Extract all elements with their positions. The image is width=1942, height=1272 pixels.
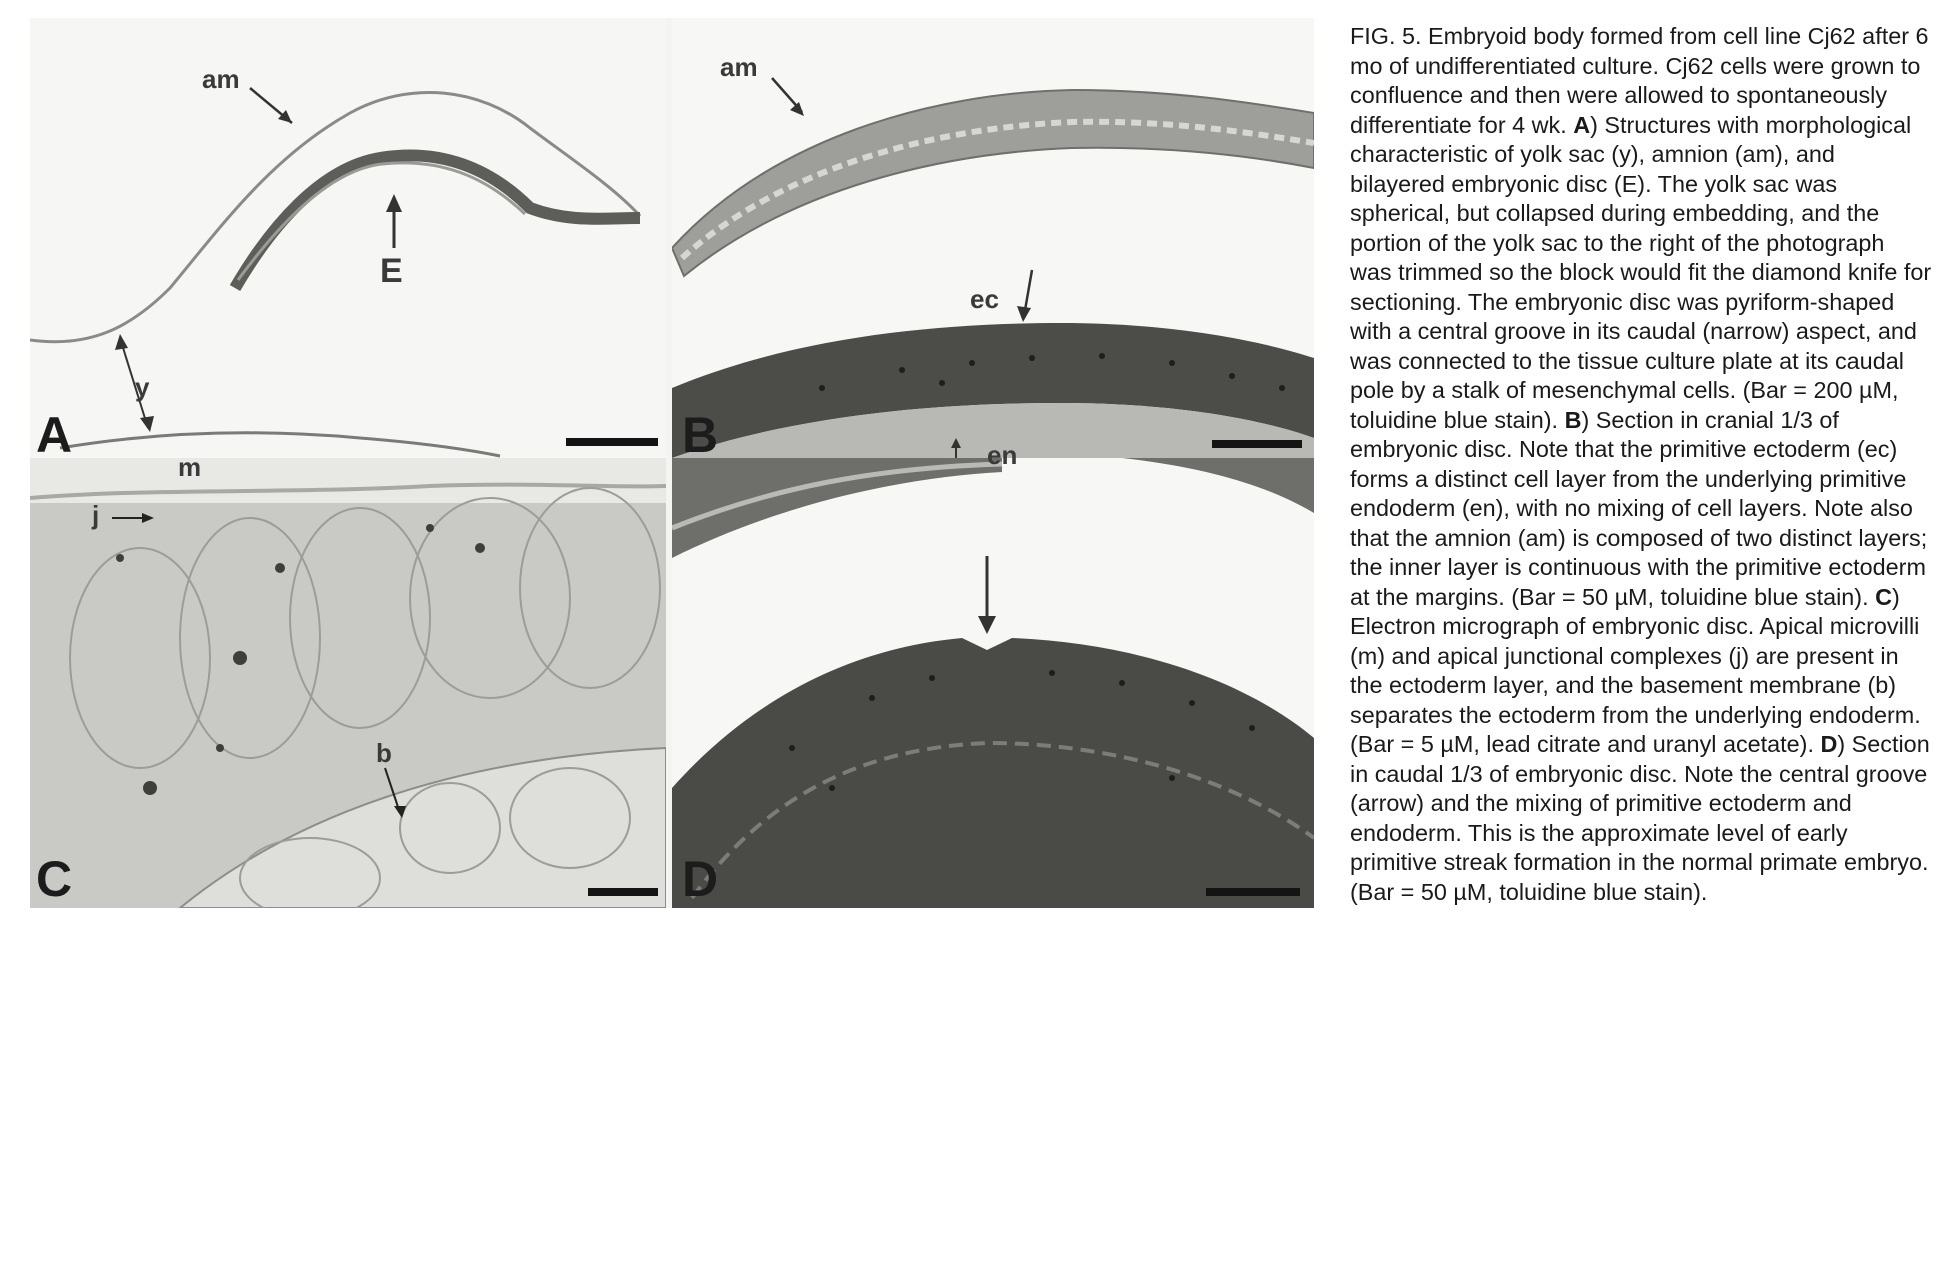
caption-text-b: ) Section in cranial 1/3 of embryonic disc. Note that the primitive ectoderm (ec) forms a distinct cell layer from the underlying primitive endoderm (en), with no mixing of cell layers. Note also that the amnion (am) is composed of two distinct layers; the inner layer is continuous with the primitive ectoderm at the margins. (Bar = 50 µM, toluidine blue stain). [1350,406,1928,610]
label-b: b [376,738,392,768]
label-ec: ec [970,284,999,314]
panel-letter-d: D [682,851,719,907]
yolk-sac-membrane [60,433,500,456]
scale-bar-c [588,888,658,896]
panel-b [672,18,1314,458]
panel-c-micrograph [30,458,666,908]
panel-a-micrograph [30,18,666,458]
caption-text-c: ) Electron micrograph of embryonic disc. Apical microvilli (m) and apical junctional complexes (j) are present in the ectoderm layer, and the basement membrane (b) separates the ectoderm from the underlying endoderm. (Bar = 5 µM, lead citrate and uranyl acetate). [1350,583,1921,757]
label-en: en [987,440,1018,470]
scale-bar-b [1212,440,1302,448]
label-j: j [92,500,100,530]
scale-bar-d [1206,888,1300,896]
caption-text-d: ) Section in caudal 1/3 of embryonic disc. Note the central groove (arrow) and the mixing of primitive ectoderm and endoderm. This is the approximate level of early primitive streak formation in the normal primate embryo. (Bar = 50 µM, toluidine blue stain). [1350,731,1930,905]
caption-text-a: ) Structures with morphological characteristic of yolk sac (y), amnion (am), and bilayered embryonic disc (E). The yolk sac was spherical, but collapsed during embedding, and the portion of the yolk sac to the right of the photograph was trimmed so the block would fit the diamond knife for sectioning. The embryonic disc was pyriform-shaped with a central groove in its caudal (narrow) aspect, and was connected to the tissue culture plate at its caudal pole by a stalk of mesenchymal cells. (Bar = 200 µM, toluidine blue stain). [1350,111,1932,433]
caption-label-a: A [1573,111,1591,138]
amnion-layer [672,90,1314,276]
panel-d-micrograph [672,458,1314,908]
label-y: y [135,372,150,402]
figure-caption [1350,22,1932,907]
panel-b-micrograph [672,18,1314,458]
scale-bar-a [566,438,658,446]
caption-label-c: C [1875,583,1892,610]
caption-title: FIG. 5. Embryoid body formed from cell line Cj62 after 6 mo of undifferentiated culture. Cj62 cells were grown to confluence and then were allowed to spontaneously differentiate for 4 wk. [1350,23,1929,138]
embryonic-disc [672,638,1314,908]
panel-d [672,458,1314,908]
panel-c [30,458,666,908]
panel-letter-b: B [682,407,719,458]
label-e: E [380,252,403,290]
label-am: am [720,52,758,82]
caption-label-b: B [1564,406,1582,433]
caption-paragraph [1350,22,1932,907]
label-am: am [202,64,240,94]
panel-a [30,18,666,458]
label-m: m [178,458,202,482]
caption-label-d: D [1820,731,1838,757]
panel-letter-c: C [36,851,73,907]
figure [30,18,1314,908]
panel-letter-a: A [36,407,73,458]
embryonic-disc [235,155,640,288]
